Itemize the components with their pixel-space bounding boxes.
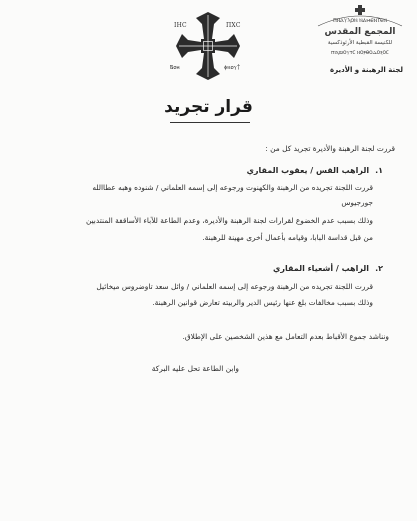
title-underline	[170, 122, 250, 123]
item-2-name: الراهب / أشعياء المقاري	[273, 264, 370, 273]
appeal-text: ونناشد جموع الأقباط بعدم التعامل مع هذين الشخصين على الإطلاق.	[182, 332, 389, 341]
seal-line4: ⲠⲒⲬⲰⲞⲨⲦⲤ ⲚⲞⲢⲐⲞⲆⲞⲜⲞⲤ	[331, 51, 389, 56]
committee-name: لجنة الرهبنة و الأديرة	[330, 66, 403, 74]
seal-line1: ⲠⲚⲀⲨⲖⲞⲚ ⲚⲀⲘⲈⲚⲦⲈⲚ	[333, 18, 387, 24]
cross-text-bottom-left: Ⲃⲟⲏ	[170, 64, 180, 71]
item-2-line-2: وذلك بسبب مخالفات بلغ عنها رئيس الدير والربيته تعارض قوانين الرهبنة.	[152, 298, 373, 307]
item-2-line-1: قررت اللجنة تجريده من الرهبنة ورجوعه إلى إسمه العلماني / وائل سعد تاوضروس ميخائيل	[96, 282, 373, 291]
item-1-name: الراهب القس / يعقوب المقاري	[246, 166, 370, 175]
seal-line2: المجمع المقدس	[324, 27, 396, 37]
item-1-line-4: من قبل قداسة البابا، وقيامه بأعمال أخرى مهينة للرهبنة.	[202, 233, 373, 242]
item-1-line-3: وذلك بسبب عدم الخضوع لقرارات لجنة الرهبنة والأديرة، وعدم الطاعة للآباء الأساقفة المنتدبين	[85, 216, 373, 225]
item-2-number: ٢.	[375, 264, 383, 273]
cross-text-bottom-right: ⲫⲛⲟⲩ†	[224, 64, 241, 71]
item-1-line-1: قررت اللجنة تجريده من الرهبنة والكهنوت ورجوعه إلى إسمه العلماني / شنوده وهبه عطاالله	[92, 183, 373, 192]
item-2-heading	[23, 262, 383, 275]
item-1-line-2: جورجيوس	[341, 198, 373, 207]
seal-line3: للكنيسة القبطية الأرثوذكسية	[327, 40, 393, 46]
item-1-number: ١.	[375, 166, 383, 175]
document-title: قرار تجريد	[164, 97, 253, 117]
closing-text: وابن الطاعة تحل عليه البركة	[151, 364, 239, 373]
cross-text-top-left: IHC	[174, 22, 187, 29]
item-1-heading	[23, 164, 383, 177]
intro-text: قررت لجنة الرهبنة والأديرة تجريد كل من :	[265, 144, 395, 153]
cross-text-top-right: ПХС	[226, 22, 241, 29]
holy-synod-seal-logo	[312, 4, 408, 62]
coptic-cross-emblem	[164, 10, 252, 82]
